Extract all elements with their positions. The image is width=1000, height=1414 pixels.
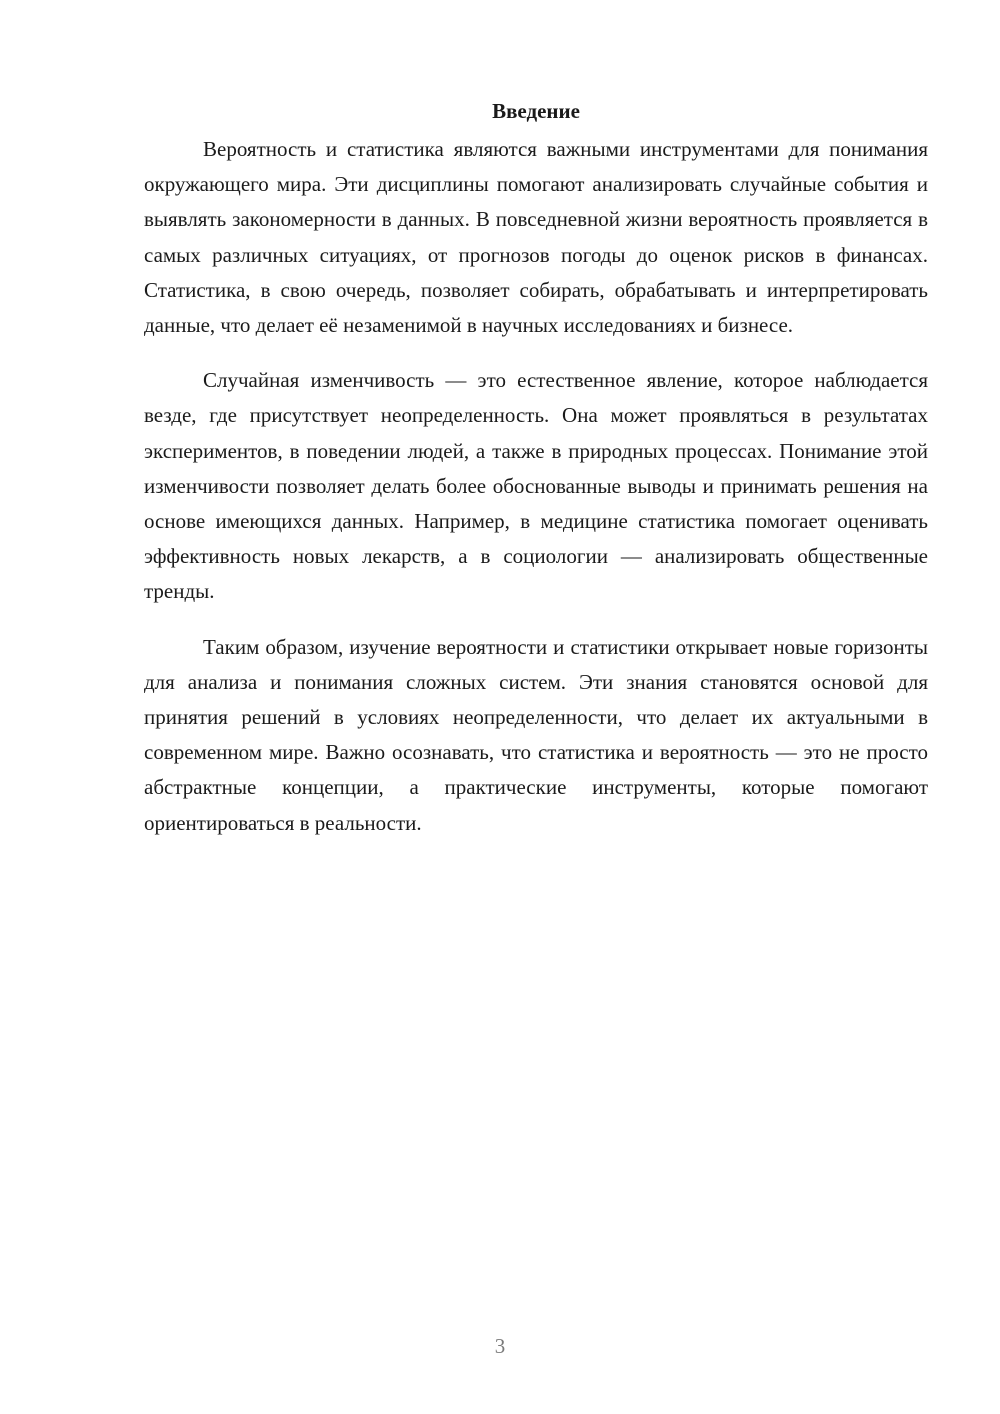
page-content: [144, 96, 928, 861]
page-number: 3: [494, 1334, 506, 1358]
section-heading: Введение: [492, 99, 580, 123]
paragraph-2: Случайная изменчивость — это естественное явление, которое наблюдается везде, где присутствует неопределенность. Она может проявляться в результатах экспериментов, в поведении людей, а также в природных процессах. Понимание этой изменчивости позволяет делать более обоснованные выводы и принимать решения на основе имеющихся данных. Например, в медицине статистика помогает оценивать эффективность новых лекарств, а в социологии — анализировать общественные тренды.: [144, 368, 928, 604]
paragraph-3: Таким образом, изучение вероятности и статистики открывает новые горизонты для анализа и понимания сложных систем. Эти знания становятся основой для принятия решений в условиях неопределенности, что делает их актуальными в современном мире. Важно осознавать, что статистика и вероятность — это не просто абстрактные концепции, а практические инструменты, которые помогают ориентироваться в реальности.: [144, 634, 928, 835]
paragraph-1: Вероятность и статистика являются важными инструментами для понимания окружающего мира. Эти дисциплины помогают анализировать случайные события и выявлять закономерности в данных. В повседневной жизни вероятность проявляется в самых различных ситуациях, от прогнозов погоды до оценок рисков в финансах. Статистика, в свою очередь, позволяет собирать, обрабатывать и интерпретировать данные, что делает её незаменимой в научных исследованиях и бизнесе.: [144, 137, 928, 338]
